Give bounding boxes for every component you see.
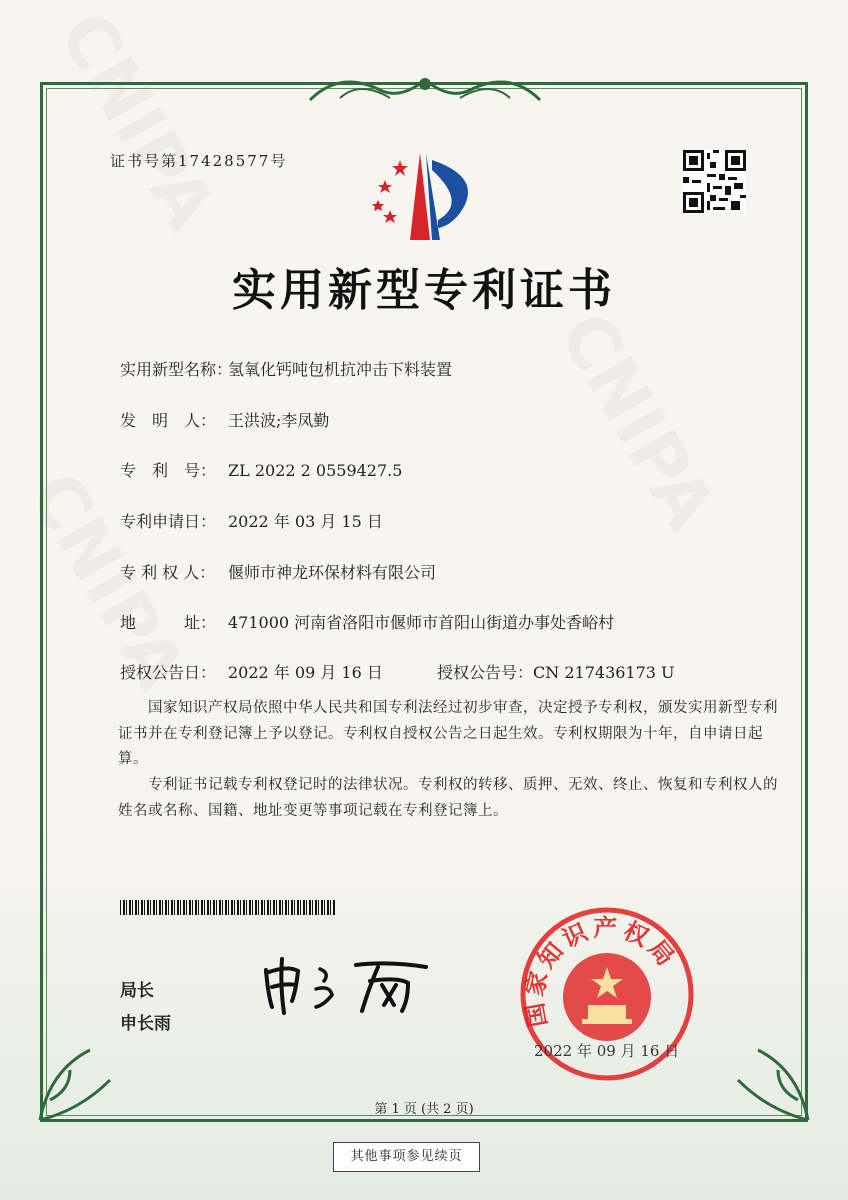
field-value: CN 217436173 U — [533, 663, 675, 682]
director-name: 申长雨 — [120, 1014, 171, 1034]
field-value: 氢氧化钙吨包机抗冲击下料装置 — [228, 360, 453, 379]
field-value: 2022 年 03 月 15 日 — [228, 512, 383, 531]
field-value: ZL 2022 2 0559427.5 — [228, 461, 403, 480]
continuation-note: 其他事项参见续页 — [333, 1142, 480, 1172]
field-application-date — [120, 509, 383, 532]
field-utility-model-name — [120, 357, 452, 380]
director-block — [120, 975, 171, 1041]
field-patent-number — [120, 458, 402, 481]
field-label: 授权公告日： — [120, 663, 217, 682]
field-value: 471000 河南省洛阳市偃师市首阳山街道办事处香峪村 — [228, 613, 615, 632]
cnipa-logo-icon — [360, 148, 490, 248]
signature-icon — [258, 955, 438, 1015]
field-label: 地 址： — [120, 613, 217, 632]
field-value: 2022 年 09 月 16 日 — [228, 663, 383, 682]
qr-code-icon — [683, 150, 746, 213]
top-ornament-icon — [300, 70, 550, 110]
field-announcement-number — [437, 660, 675, 683]
field-label: 实用新型名称： — [120, 360, 233, 379]
field-label: 专利申请日： — [120, 512, 217, 531]
certificate-number: 证书号第17428577号 — [110, 152, 288, 170]
field-grant-date — [120, 660, 383, 683]
page-number: 第 1 页 (共 2 页) — [374, 1102, 474, 1117]
certificate-title: 实用新型专利证书 — [232, 265, 616, 316]
seal-date: 2022 年 09 月 16 日 — [534, 1042, 680, 1060]
seal-text: 国家知识产权局 — [519, 914, 683, 1030]
body-paragraph: 专利证书记载专利权登记时的法律状况。专利权的转移、质押、无效、终止、恢复和专利权人的姓名或名称、国籍、地址变更等事项记载在专利登记簿上。 — [118, 777, 778, 819]
field-address — [120, 610, 614, 633]
field-inventors — [120, 408, 329, 431]
field-value: 王洪波;李凤勤 — [228, 411, 330, 430]
field-label: 授权公告号： — [437, 663, 534, 682]
director-title: 局长 — [120, 981, 154, 1001]
body-paragraph: 国家知识产权局依照中华人民共和国专利法经过初步审查，决定授予专利权，颁发实用新型专利证书并在专利登记簿上予以登记。专利权自授权公告之日起生效。专利权期限为十年，自申请日起算。 — [118, 700, 778, 767]
field-label: 发 明 人： — [120, 411, 217, 430]
field-label: 专 利 权 人： — [120, 563, 216, 582]
field-label: 专 利 号： — [120, 461, 217, 480]
field-patentee — [120, 560, 436, 583]
field-value: 偃师市神龙环保材料有限公司 — [228, 563, 437, 582]
barcode — [120, 900, 336, 915]
